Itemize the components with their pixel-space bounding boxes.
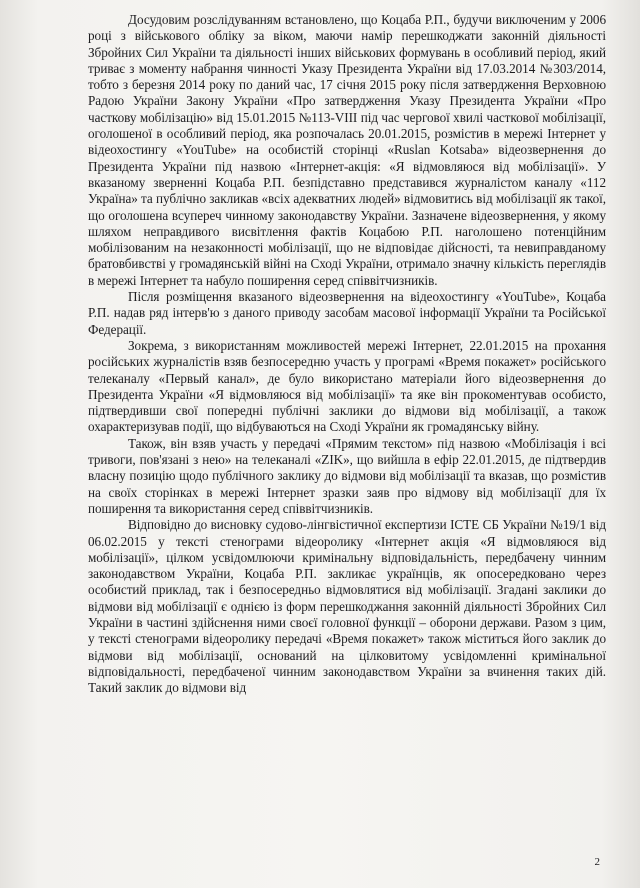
paragraph-expert-conclusion: Відповідно до висновку судово-лінгвістичної експертизи ІСТЕ СБ України №19/1 від 06.02.2015 у тексті стенограми відеоролику «Інтернет акція «Я відмовляюся від мобілізації», цілком усвідомлюючи кримінальну відповідальність, передбачену чинним законодавством України, Коцаба Р.П. закликає українців, як опосередковано через особистий приклад, так і безпосередньо відмовлятися від мобілізації. Згадані заклики до відмови від мобілізації є однією із форм перешкоджання законній діяльності Збройних Сил України в частині здійснення ними своєї головної функції – оборони держави. Разом з цим, у тексті стенограми відеоролику передачі «Время покажет» також міститься його заклик до відмови від мобілізації, оснований на цілковитому усвідомленні кримінальної відповідальності, передбаченої чинним законодавством України за вчинення таких дій. Такий заклик до відмови від bbox=[88, 517, 606, 696]
paragraph-investigation: Досудовим розслідуванням встановлено, що Коцаба Р.П., будучи виключеним у 2006 році з військового обліку за віком, маючи намір перешкоджати законній діяльності Збройних Сил України та діяльності інших військових формувань в особливий період, який триває з моменту набрання чинності Указу Президента України від 17.03.2014 №303/2014, тобто з березня 2014 року по даний час, 17 січня 2015 року після затвердження Верховною Радою України Закону України «Про затвердження Указу Президента України «Про часткову мобілізацію» від 15.01.2015 №113-VIII під час чергової хвилі часткової мобілізації, оголошеної в особливий період, яка розпочалась 20.01.2015, розмістив в мережі Інтернет у відеохостингу «YouTube» на особистій сторінці «Ruslan Kotsaba» відеозвернення до Президента України під назвою «Інтернет-акція: «Я відмовляюся від мобілізації». У вказаному зверненні Коцаба Р.П. безпідставно представився журналістом каналу «112 Україна» та публічно закликав «всіх адекватних людей» відмовитись від мобілізації як такої, що оголошена всупереч чинному законодавству України. Зазначене відеозвернення, у якому шляхом неправдивого висвітлення фактів Коцабою Р.П. наголошено потенційним мобілізованим на незаконності мобілізації, що не відповідає дійсності, та невиправданому братовбивстві у громадянській війні на Сході України, отримало значну кількість переглядів в мережі Інтернет та набуло поширення серед співвітчизників. bbox=[88, 12, 606, 288]
paragraph-pryamym-tekstom: Також, він взяв участь у передачі «Прямим текстом» під назвою «Мобілізація і всі тривоги, пов'язані з нею» на телеканалі «ZIK», що вийшла в ефір 22.01.2015, де підтвердив власну позицію щодо публічного заклику до відмови від мобілізації та вказав, що розмістив на своїх сторінках в мережі Інтернет зразки заяв про відмову від мобілізації для їх поширення та використання серед співвітчизників. bbox=[88, 435, 606, 516]
paragraph-interviews: Після розміщення вказаного відеозвернення на відеохостингу «YouTube», Коцаба Р.П. надав ряд інтерв'ю з даного приводу засобам масової інформації України та Російської Федерації. bbox=[88, 289, 606, 337]
document-body bbox=[88, 12, 606, 696]
paragraph-vremya-pokazhet: Зокрема, з використанням можливостей мережі Інтернет, 22.01.2015 на прохання російських журналістів взяв безпосередню участь у програмі «Время покажет» російського телеканалу «Первый канал», де було використано матеріали його відеозвернення до Президента України «Я відмовляюся від мобілізації» та яке він прокоментував особисто, підтвердивши свої попередні публічні заклики до відмови від мобілізації, а також охарактеризував події, що відбуваються на Сході України як громадянську війну. bbox=[88, 337, 606, 435]
page-number: 2 bbox=[594, 856, 600, 868]
